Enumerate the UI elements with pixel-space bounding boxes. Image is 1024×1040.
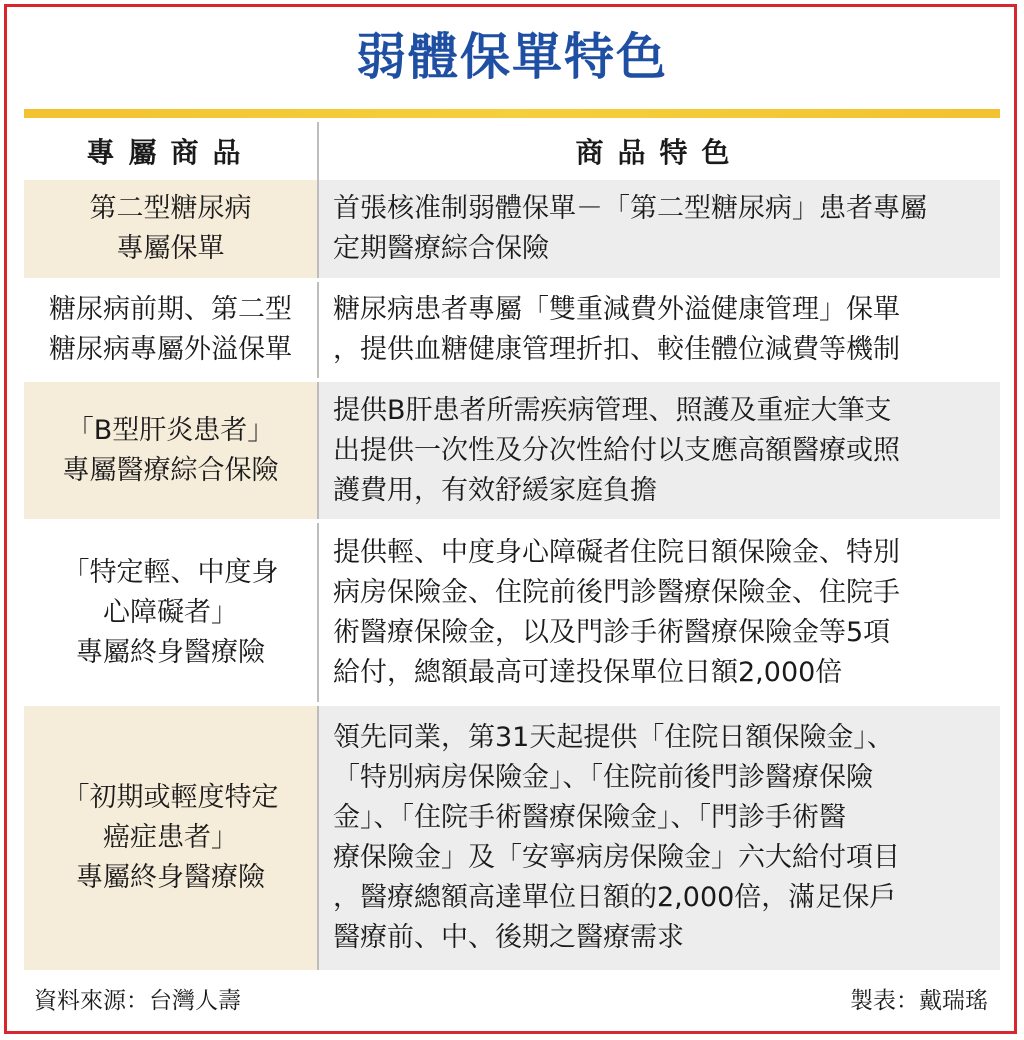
product-line: 第二型糖尿病 bbox=[89, 193, 252, 224]
features-cell bbox=[318, 521, 1000, 704]
product-line: 糖尿病前期、第二型 bbox=[49, 294, 292, 325]
header-product: 專屬商品 bbox=[24, 122, 318, 180]
feature-line: 提供B肝患者所需疾病管理、照護及重症大筆支 bbox=[333, 394, 892, 426]
feature-line: 首張核准制弱體保單－「第二型糖尿病」患者專屬 bbox=[333, 193, 927, 224]
table-row bbox=[24, 380, 1000, 521]
product-cell bbox=[24, 521, 318, 704]
feature-line: ，提供血糖健康管理折扣、較佳體位減費等機制 bbox=[333, 334, 900, 365]
feature-line: 出提供一次性及分次性給付以支應高額醫療或照 bbox=[333, 434, 900, 466]
feature-line: 糖尿病患者專屬「雙重減費外溢健康管理」保單 bbox=[333, 294, 900, 325]
product-line: 糖尿病專屬外溢保單 bbox=[49, 334, 292, 365]
feature-line: 醫療前、中、後期之醫療需求 bbox=[333, 922, 684, 953]
table-row bbox=[24, 704, 1000, 972]
feature-line: 領先同業，第31天起提供「住院日額保險金」、 bbox=[333, 722, 894, 753]
feature-line: 護費用，有效舒緩家庭負擔 bbox=[333, 474, 657, 506]
product-line: 「初期或輕度特定 bbox=[62, 782, 279, 813]
feature-line: 定期醫療綜合保險 bbox=[333, 233, 549, 264]
product-cell bbox=[24, 180, 318, 280]
features-cell bbox=[318, 280, 1000, 380]
product-line: 專屬保單 bbox=[116, 233, 225, 264]
feature-line: 術醫療保險金，以及門診手術醫療保險金等5項 bbox=[333, 616, 891, 648]
features-cell bbox=[318, 180, 1000, 280]
product-line: 專屬終身醫療險 bbox=[76, 636, 265, 668]
product-line: 「B型肝炎患者」 bbox=[66, 414, 275, 446]
product-cell bbox=[24, 380, 318, 521]
feature-line: 金」、「住院手術醫療保險金」、「門診手術醫 bbox=[333, 802, 846, 833]
features-cell bbox=[318, 380, 1000, 521]
product-line: 專屬醫療綜合保險 bbox=[62, 454, 279, 486]
feature-line: ，醫療總額高達單位日額的2,000倍，滿足保戶 bbox=[333, 882, 897, 913]
product-cell bbox=[24, 280, 318, 380]
feature-table bbox=[24, 122, 1000, 974]
product-cell bbox=[24, 704, 318, 972]
table-header-row bbox=[24, 122, 1000, 180]
features-cell bbox=[318, 704, 1000, 972]
feature-line: 病房保險金、住院前後門診醫療保險金、住院手 bbox=[333, 576, 900, 608]
source-note: 資料來源：台灣人壽 bbox=[34, 988, 241, 1014]
table-row bbox=[24, 180, 1000, 280]
header-features: 商品特色 bbox=[575, 136, 744, 169]
table-row bbox=[24, 521, 1000, 704]
feature-line: 提供輕、中度身心障礙者住院日額保險金、特別 bbox=[333, 536, 900, 568]
feature-line: 給付，總額最高可達投保單位日額2,000倍 bbox=[333, 656, 843, 688]
table-row bbox=[24, 280, 1000, 380]
product-line: 「特定輕、中度身 bbox=[62, 556, 279, 588]
feature-line: 療保險金」及「安寧病房保險金」六大給付項目 bbox=[333, 842, 900, 873]
product-line: 癌症患者」 bbox=[103, 822, 238, 853]
page-title: 弱體保單特色 bbox=[356, 28, 668, 86]
maker-note: 製表：戴瑞瑤 bbox=[850, 988, 988, 1014]
product-line: 專屬終身醫療險 bbox=[76, 862, 265, 893]
title-underline bbox=[24, 109, 1000, 118]
product-line: 心障礙者」 bbox=[103, 596, 238, 628]
feature-line: 「特別病房保險金」、「住院前後門診醫療保險 bbox=[333, 762, 873, 793]
